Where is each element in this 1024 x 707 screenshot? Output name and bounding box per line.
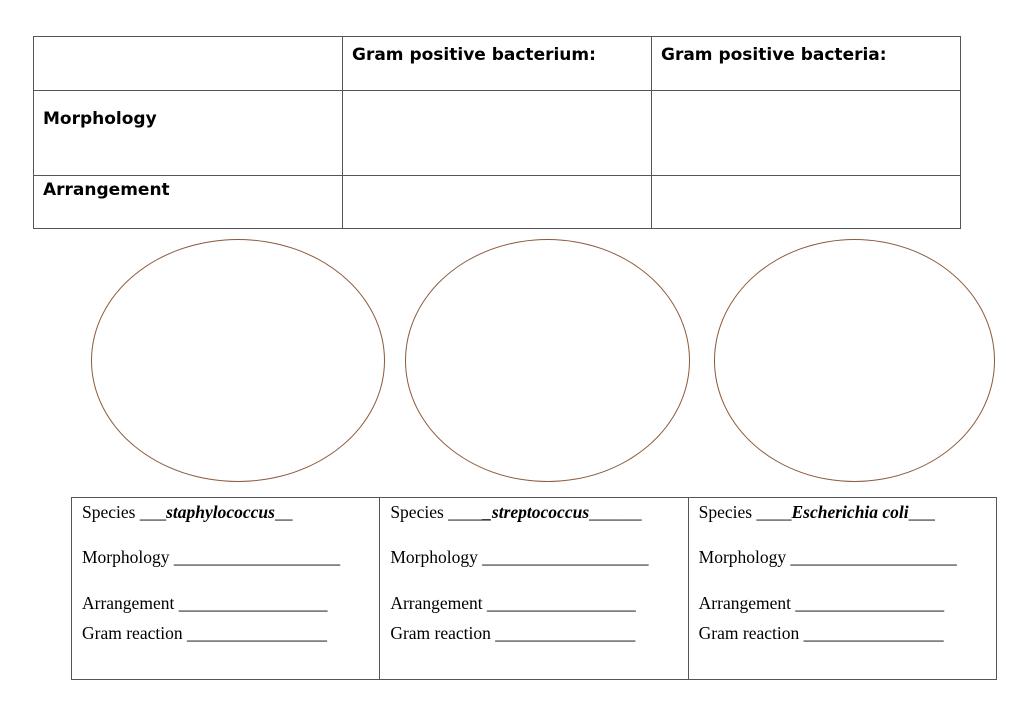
cell-arrangement-bacterium[interactable]	[343, 176, 652, 229]
specimen-row	[72, 498, 997, 680]
drawing-circle-streptococcus	[405, 239, 690, 482]
species-blank-prefix: ____	[443, 502, 484, 522]
morphology-line[interactable]: Morphology ___________________	[82, 547, 341, 567]
comparison-table	[33, 36, 961, 229]
header-gram-positive-bacterium: Gram positive bacterium:	[343, 37, 652, 91]
table-row-arrangement	[34, 176, 961, 229]
cell-morphology-bacterium[interactable]	[343, 91, 652, 176]
gram-reaction-line[interactable]: Gram reaction ________________	[390, 623, 636, 643]
species-blank-suffix: ___	[908, 502, 935, 522]
morphology-line[interactable]: Morphology ___________________	[698, 547, 957, 567]
species-blank-prefix: ____	[752, 502, 792, 522]
specimen-table	[71, 497, 997, 680]
cell-arrangement-bacteria[interactable]	[652, 176, 961, 229]
row-label-arrangement: Arrangement	[34, 176, 343, 229]
species-line	[82, 501, 369, 523]
gram-reaction-line[interactable]: Gram reaction ________________	[698, 623, 944, 643]
species-label: Species	[698, 502, 753, 522]
drawing-circle-escherichia-coli	[714, 239, 995, 482]
gram-reaction-line[interactable]: Gram reaction ________________	[82, 623, 327, 643]
species-blank-prefix: ___	[135, 502, 167, 522]
arrangement-line[interactable]: Arrangement _________________	[82, 593, 328, 613]
table-row-morphology	[34, 91, 961, 176]
species-name: _streptococcus	[483, 502, 590, 522]
table-header-row	[34, 37, 961, 91]
morphology-line[interactable]: Morphology ___________________	[390, 547, 649, 567]
species-label: Species	[390, 502, 444, 522]
species-blank-suffix: __	[274, 502, 293, 522]
species-label: Species	[82, 502, 136, 522]
specimen-cell-2	[380, 498, 688, 680]
header-cell-empty	[34, 37, 343, 91]
species-name: staphylococcus	[166, 502, 275, 522]
drawing-circle-staphylococcus	[91, 239, 385, 482]
species-blank-suffix: ______	[589, 502, 642, 522]
species-line	[390, 501, 677, 523]
species-line	[699, 501, 986, 523]
arrangement-line[interactable]: Arrangement _________________	[698, 593, 945, 613]
species-name: Escherichia coli	[791, 502, 909, 522]
row-label-morphology: Morphology	[34, 91, 343, 176]
header-gram-positive-bacteria: Gram positive bacteria:	[652, 37, 961, 91]
specimen-cell-1	[72, 498, 380, 680]
specimen-cell-3	[688, 498, 996, 680]
cell-morphology-bacteria[interactable]	[652, 91, 961, 176]
arrangement-line[interactable]: Arrangement _________________	[390, 593, 636, 613]
